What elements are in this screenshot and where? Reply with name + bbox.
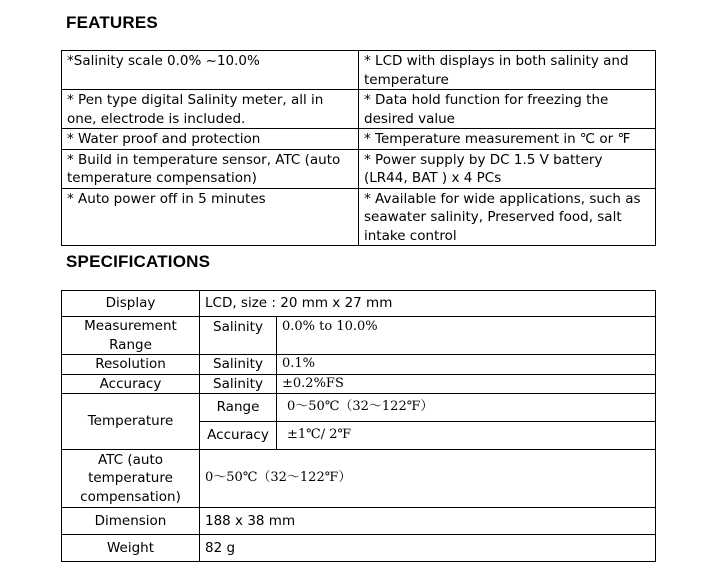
- spec-value: 0.0% to 10.0%: [277, 317, 656, 355]
- feature-cell-right: * LCD with displays in both salinity and temperature: [359, 51, 656, 90]
- features-row: [62, 51, 656, 90]
- spec-label: Display: [62, 291, 200, 317]
- feature-cell-right: * Power supply by DC 1.5 V battery (LR44, BAT ) x 4 PCs: [359, 149, 656, 188]
- features-row: [62, 149, 656, 188]
- feature-cell-left: * Auto power off in 5 minutes: [62, 188, 359, 246]
- spec-row-measurement-range: [62, 317, 656, 355]
- spec-row-dimension: [62, 508, 656, 535]
- spec-row-temperature-range: [62, 394, 656, 422]
- spec-value: 82 g: [200, 535, 656, 562]
- spec-label: Accuracy: [62, 374, 200, 394]
- spec-sub-label: Range: [200, 394, 277, 422]
- features-row: [62, 188, 656, 246]
- spec-row-atc: [62, 450, 656, 508]
- spec-value: 188 x 38 mm: [200, 508, 656, 535]
- spec-sub-label: Salinity: [200, 317, 277, 355]
- features-table: [61, 50, 656, 246]
- features-row: [62, 129, 656, 150]
- spec-sub-label: Salinity: [200, 355, 277, 375]
- spec-row-weight: [62, 535, 656, 562]
- spec-label: Measurement Range: [62, 317, 200, 355]
- feature-cell-left: * Water proof and protection: [62, 129, 359, 150]
- spec-label: Resolution: [62, 355, 200, 375]
- spec-sub-label: Salinity: [200, 374, 277, 394]
- feature-cell-right: * Temperature measurement in ℃ or ℉: [359, 129, 656, 150]
- spec-label: ATC (auto temperature compensation): [62, 450, 200, 508]
- features-row: [62, 90, 656, 129]
- spec-sub-label: Accuracy: [200, 422, 277, 450]
- spec-row-accuracy: [62, 374, 656, 394]
- spec-row-display: [62, 291, 656, 317]
- spec-value: LCD, size : 20 mm x 27 mm: [200, 291, 656, 317]
- spec-label: Temperature: [62, 394, 200, 450]
- feature-cell-left: * Build in temperature sensor, ATC (auto temperature compensation): [62, 149, 359, 188]
- spec-label: Dimension: [62, 508, 200, 535]
- feature-cell-left: *Salinity scale 0.0% ~10.0%: [62, 51, 359, 90]
- spec-value: 0～50℃（32～122℉）: [200, 450, 656, 508]
- spec-row-resolution: [62, 355, 656, 375]
- spec-value: 0～50℃（32～122℉）: [277, 394, 656, 422]
- specifications-heading: SPECIFICATIONS: [66, 252, 211, 271]
- specifications-table: [61, 290, 656, 562]
- feature-cell-right: * Data hold function for freezing the desired value: [359, 90, 656, 129]
- features-heading: FEATURES: [66, 13, 158, 32]
- feature-cell-left: * Pen type digital Salinity meter, all in one, electrode is included.: [62, 90, 359, 129]
- spec-value: ±1℃/ 2℉: [277, 422, 656, 450]
- spec-value: 0.1%: [277, 355, 656, 375]
- feature-cell-right: * Available for wide applications, such as seawater salinity, Preserved food, salt intake control: [359, 188, 656, 246]
- spec-label: Weight: [62, 535, 200, 562]
- spec-value: ±0.2%FS: [277, 374, 656, 394]
